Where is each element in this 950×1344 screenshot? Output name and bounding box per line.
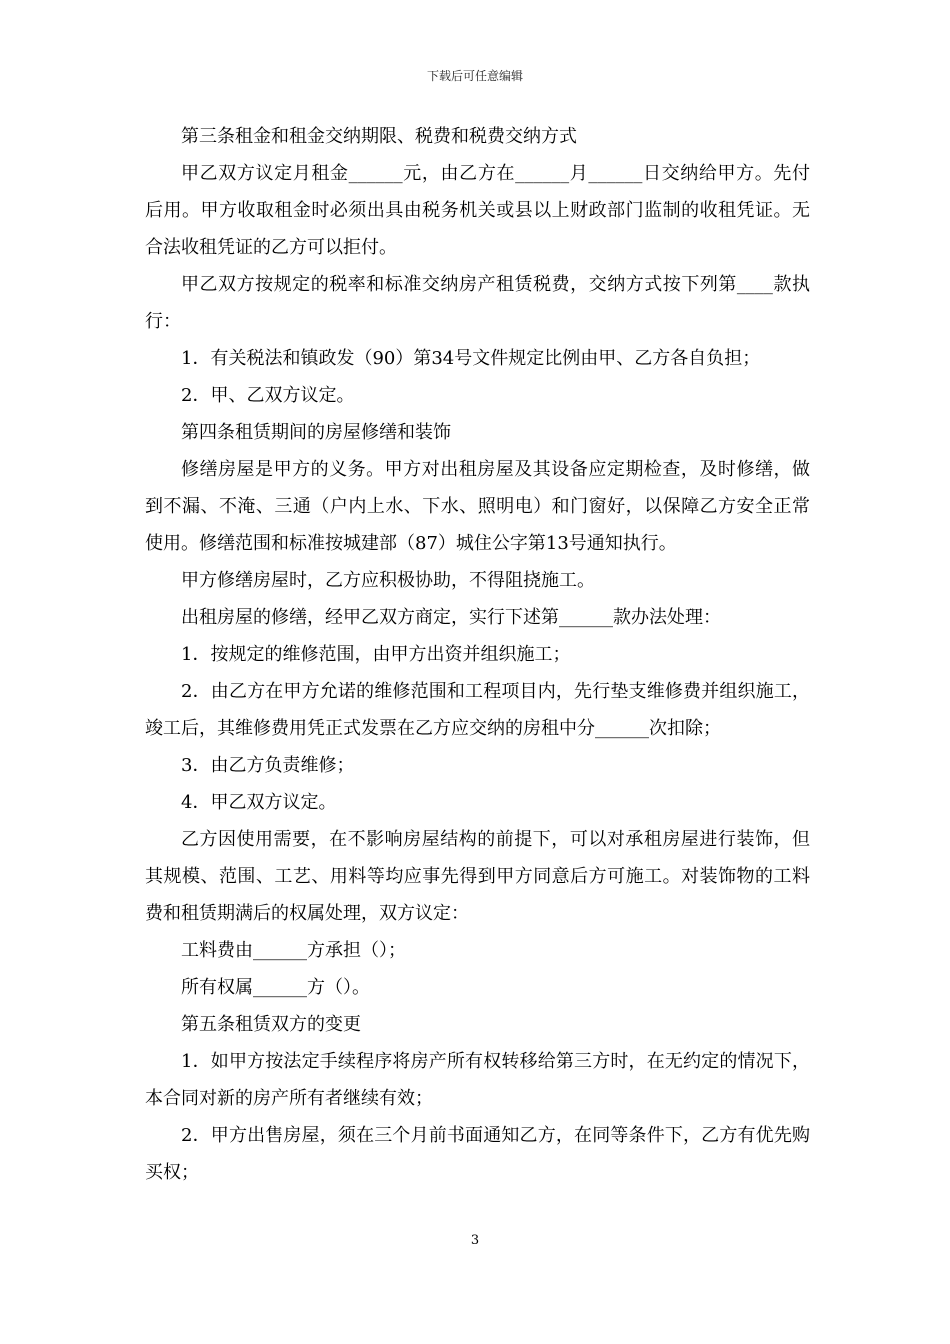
paragraph-repair-cooperation: 甲方修缮房屋时，乙方应积极协助，不得阻挠施工。: [181, 570, 595, 591]
list-item-repair-4: 4．甲乙双方议定。: [181, 792, 337, 813]
section-heading-article-5: 第五条租赁双方的变更: [181, 1014, 361, 1035]
paragraph-decoration: 乙方因使用需要，在不影响房屋结构的前提下，可以对承租房屋进行装饰，但其规模、范围、工艺、用料等均应事先得到甲方同意后方可施工。对装饰物的工料费和租赁期满后的权属处理，双方议定：: [145, 829, 810, 924]
paragraph-rent-amount: 甲乙双方议定月租金______元，由乙方在______月______日交纳给甲方。先付后用。甲方收取租金时必须出具由税务机关或县以上财政部门监制的收租凭证。无合法收租凭证的乙方可以拒付。: [145, 163, 810, 258]
list-item-tax-2: 2．甲、乙双方议定。: [181, 385, 355, 406]
list-item-repair-1: 1．按规定的维修范围，由甲方出资并组织施工；: [181, 644, 571, 665]
page-number: 3: [470, 1233, 480, 1248]
paragraph-tax-payment: 甲乙双方按规定的税率和标准交纳房产租赁税费，交纳方式按下列第____款执行：: [145, 274, 810, 332]
document-body: [145, 118, 810, 1191]
list-item-change-2: 2．甲方出售房屋，须在三个月前书面通知乙方，在同等条件下，乙方有优先购买权；: [145, 1125, 810, 1183]
list-item-tax-1: 1．有关税法和镇政发（90）第34号文件规定比例由甲、乙方各自负担；: [181, 348, 761, 369]
list-item-repair-2: 2．由乙方在甲方允诺的维修范围和工程项目内，先行垫支维修费并组织施工，竣工后，其维修费用凭正式发票在乙方应交纳的房租中分______次扣除；: [145, 681, 810, 739]
list-item-change-1: 1．如甲方按法定手续程序将房产所有权转移给第三方时，在无约定的情况下，本合同对新的房产所有者继续有效；: [145, 1051, 810, 1109]
paragraph-ownership: 所有权属______方（）。: [181, 977, 370, 998]
paragraph-repair-duty: 修缮房屋是甲方的义务。甲方对出租房屋及其设备应定期检查，及时修缮，做到不漏、不淹、三通（户内上水、下水、照明电）和门窗好，以保障乙方安全正常使用。修缮范围和标准按城建部（87）城住公字第13号通知执行。: [145, 459, 810, 554]
paragraph-repair-method: 出租房屋的修缮，经甲乙双方商定，实行下述第______款办法处理：: [181, 607, 721, 628]
list-item-repair-3: 3．由乙方负责维修；: [181, 755, 355, 776]
paragraph-material-cost: 工料费由______方承担（）；: [181, 940, 406, 961]
page-header: 下载后可任意编辑: [426, 69, 523, 83]
section-heading-article-3: 第三条租金和租金交纳期限、税费和税费交纳方式: [181, 126, 577, 147]
section-heading-article-4: 第四条租赁期间的房屋修缮和装饰: [181, 422, 451, 443]
